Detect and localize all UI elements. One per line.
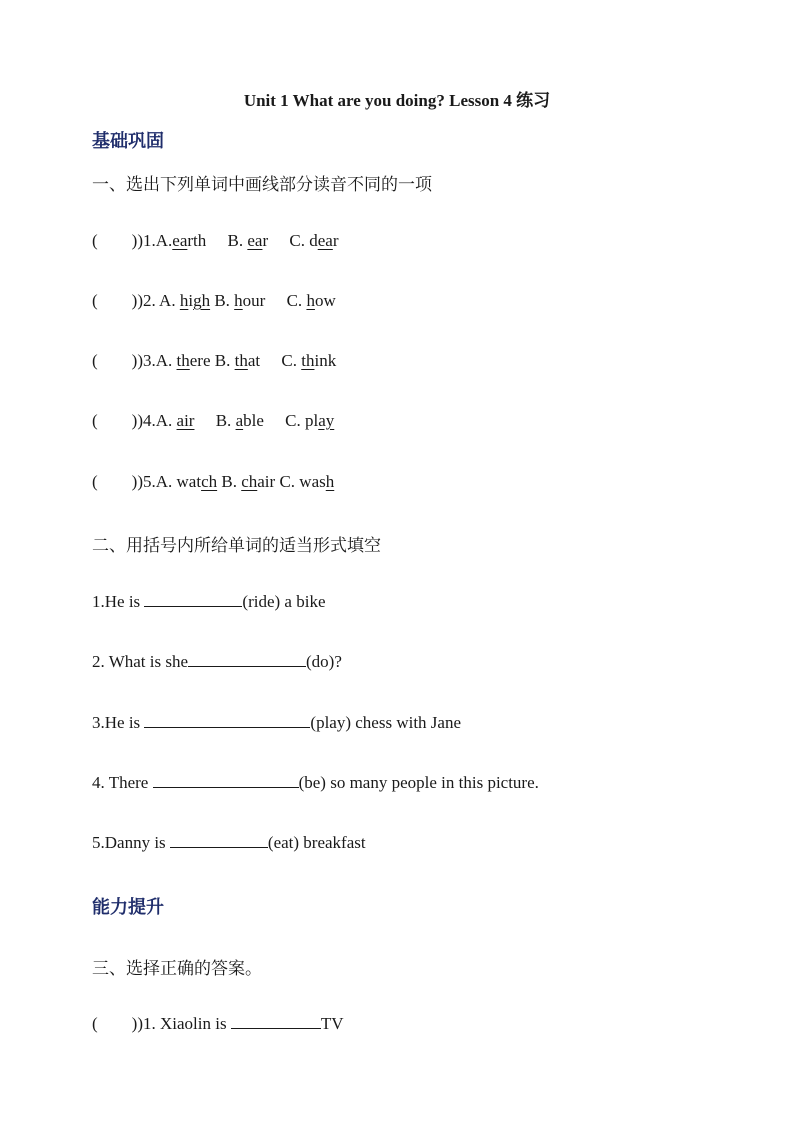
part2-heading: 二、用括号内所给单词的适当形式填空 (92, 536, 381, 556)
section-heading-advanced: 能力提升 (92, 897, 164, 918)
part1-question-3: ( ))3.A. there B. that C. think (92, 351, 337, 370)
answer-blank[interactable] (231, 1014, 321, 1029)
part1-question-5: ( ))5.A. watch B. chair C. wash (92, 472, 335, 491)
part1-heading: 一、选出下列单词中画线部分读音不同的一项 (92, 175, 432, 195)
answer-blank[interactable] (188, 652, 306, 667)
part3-heading: 三、选择正确的答案。 (92, 959, 262, 979)
answer-blank[interactable] (144, 713, 310, 728)
part1-question-1: ( ))1.A.earth B. ear C. dear (92, 231, 339, 250)
part1-question-4: ( ))4.A. air B. able C. play (92, 411, 335, 430)
answer-blank[interactable] (170, 833, 268, 848)
part2-question-4: 4. There (be) so many people in this picture. (92, 773, 539, 792)
section-heading-basics: 基础巩固 (92, 131, 164, 152)
part2-question-5: 5.Danny is (eat) breakfast (92, 833, 366, 852)
part2-question-1: 1.He is (ride) a bike (92, 592, 326, 611)
answer-blank[interactable] (144, 592, 242, 607)
part2-question-2: 2. What is she (do)? (92, 652, 342, 671)
answer-blank[interactable] (153, 773, 299, 788)
page-title: Unit 1 What are you doing? Lesson 4 练习 (243, 91, 551, 110)
part1-question-2: ( ))2. A. high B. hour C. how (92, 291, 336, 310)
part3-question-1: ( ))1. Xiaolin is TV (92, 1014, 344, 1033)
part2-question-3: 3.He is (play) chess with Jane (92, 713, 462, 732)
